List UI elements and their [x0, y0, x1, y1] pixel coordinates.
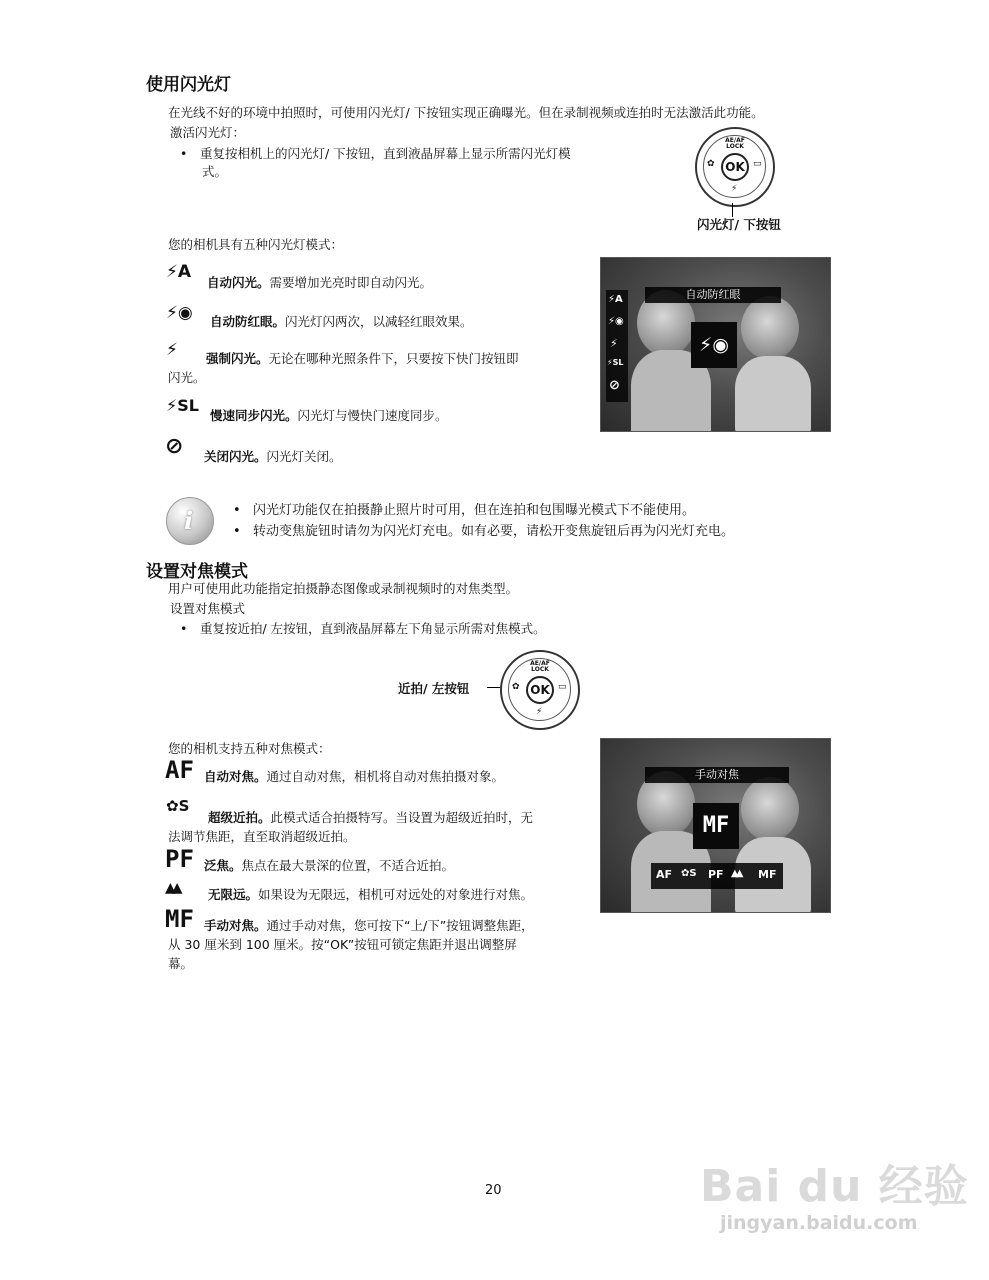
- child-right: [741, 296, 799, 360]
- flash-mode-redeye: [210, 313, 473, 330]
- mf-icon: MF: [165, 905, 194, 933]
- osd-icon-slowsync: ⚡SL: [607, 358, 624, 367]
- note-2: • 转动变焦旋钮时请勿为闪光灯充电。如有必要，请松开变焦旋钮后再为闪光灯充电。: [253, 523, 734, 540]
- info-icon: i: [166, 497, 214, 545]
- mode-name: 无限远。: [208, 887, 259, 902]
- ok-button-icon: OK: [526, 676, 554, 704]
- osd-icon-forced: ⚡: [610, 337, 618, 350]
- focus-step: • 重复按近拍/ 左按钮，直到液晶屏幕左下角显示所需对焦模式。: [200, 620, 546, 637]
- focus-mode-supermacro: [208, 809, 533, 826]
- focus-mode-pf: [204, 857, 454, 874]
- section-title-focus: 设置对焦模式: [146, 562, 248, 582]
- osd-infinity-icon: ▲▲: [731, 868, 741, 879]
- mode-name: 关闭闪光。: [204, 449, 267, 464]
- osd-mode-label: 自动防红眼: [645, 287, 781, 303]
- mode-desc: 需要增加光亮时即自动闪光。: [269, 275, 433, 290]
- display-icon: ▭: [558, 682, 567, 692]
- display-icon: ▭: [753, 159, 762, 169]
- mode-name: 自动闪光。: [207, 275, 270, 290]
- mode-name: 强制闪光。: [206, 351, 269, 366]
- osd-mf-icon: MF: [758, 868, 777, 881]
- focus-mode-mf: [204, 917, 534, 934]
- flash-mode-slowsync: [210, 407, 448, 424]
- flash-mode-forced-cont: 闪光。: [168, 370, 206, 385]
- mode-desc: 此模式适合拍摄特写。当设置为超级近拍时，无: [270, 810, 534, 825]
- mode-name: 自动防红眼。: [210, 314, 286, 329]
- section-title-flash: 使用闪光灯: [146, 75, 231, 95]
- lcd-preview-focus: [600, 738, 831, 913]
- activate-flash-label: 激活闪光灯：: [170, 125, 246, 140]
- osd-selected-redeye-icon: ⚡◉: [691, 322, 737, 368]
- child-right-body: [735, 356, 811, 432]
- ae-af-lock-label: AE/AF LOCK: [530, 660, 550, 673]
- mode-desc: 无论在哪种光照条件下，只要按下快门按钮即: [268, 351, 519, 366]
- focus-set-label: 设置对焦模式: [170, 601, 246, 616]
- mode-name: 泛焦。: [204, 858, 242, 873]
- lcd-preview-flash: [600, 257, 831, 432]
- macro-icon: ✿: [512, 682, 520, 692]
- focus-mode-mf-cont: 从 30 厘米到 100 厘米。按“OK”按钮可锁定焦距并退出调整屏: [168, 937, 517, 952]
- osd-icon-redeye: ⚡◉: [608, 316, 624, 327]
- dpad-dial-focus: [500, 650, 580, 730]
- flash-step: [200, 145, 640, 162]
- mode-name: 慢速同步闪光。: [210, 408, 298, 423]
- flash-modes-intro: 您的相机具有五种闪光灯模式：: [168, 237, 344, 252]
- mode-name: 超级近拍。: [208, 810, 271, 825]
- mode-name: 自动对焦。: [204, 769, 267, 784]
- flash-icon: ⚡: [731, 184, 738, 194]
- flash-slowsync-icon: ⚡SL: [166, 396, 199, 415]
- ae-af-lock-label: AE/AF LOCK: [725, 137, 745, 150]
- flash-step-text: 重复按相机上的闪光灯/ 下按钮，直到液晶屏幕上显示所需闪光灯模: [200, 146, 571, 161]
- watermark-url: jingyan.baidu.com: [720, 1212, 918, 1234]
- osd-icon-off: ⊘: [609, 378, 620, 393]
- note-1: • 闪光灯功能仅在拍摄静止照片时可用，但在连拍和包围曝光模式下不能使用。: [253, 502, 695, 519]
- child-right: [741, 777, 799, 841]
- flash-mode-auto: [207, 274, 432, 291]
- osd-icon-auto: ⚡A: [608, 294, 623, 305]
- flash-forced-icon: ⚡: [166, 340, 178, 360]
- flash-mode-forced: [206, 350, 519, 367]
- callout-line: [732, 203, 733, 217]
- osd-supermacro-icon: ✿S: [681, 868, 697, 879]
- osd-pf-icon: PF: [708, 868, 724, 881]
- page-number: 20: [485, 1183, 502, 1198]
- mode-desc: 闪光灯与慢快门速度同步。: [297, 408, 448, 423]
- flash-intro: 在光线不好的环境中拍照时，可使用闪光灯/ 下按钮实现正确曝光。但在录制视频或连拍时无法激活此功能。: [168, 105, 764, 120]
- macro-icon: ✿: [707, 159, 715, 169]
- flash-off-icon: ⊘: [165, 434, 184, 459]
- watermark-brand: Bai du 经验: [700, 1161, 969, 1212]
- focus-button-caption: 近拍/ 左按钮: [398, 681, 470, 696]
- focus-mode-supermacro-cont: 法调节焦距，直至取消超级近拍。: [168, 829, 356, 844]
- osd-selected-mf-icon: MF: [693, 803, 739, 849]
- focus-mode-infinity: [208, 886, 533, 903]
- flash-button-caption: 闪光灯/ 下按钮: [697, 217, 781, 232]
- mode-desc: 通过手动对焦，您可按下“上/下”按钮调整焦距，: [266, 918, 534, 933]
- osd-af-icon: AF: [656, 868, 673, 881]
- super-macro-icon: ✿S: [166, 797, 190, 815]
- focus-mode-af: [204, 768, 504, 785]
- infinity-icon: ▲▲: [165, 880, 179, 896]
- mode-name: 手动对焦。: [204, 918, 267, 933]
- focus-mode-mf-cont2: 幕。: [168, 956, 194, 971]
- mode-desc: 闪光灯关闭。: [266, 449, 342, 464]
- flash-auto-icon: ⚡A: [166, 262, 192, 282]
- ok-button-icon: OK: [721, 153, 749, 181]
- af-icon: AF: [165, 756, 194, 784]
- dpad-dial-flash: [695, 127, 775, 207]
- flash-redeye-icon: ⚡◉: [166, 303, 193, 323]
- mode-desc: 通过自动对焦，相机将自动对焦拍摄对象。: [266, 769, 505, 784]
- mode-desc: 焦点在最大景深的位置，不适合近拍。: [241, 858, 455, 873]
- focus-intro: 用户可使用此功能指定拍摄静态图像或录制视频时的对焦类型。: [168, 581, 519, 596]
- pf-icon: PF: [165, 845, 194, 873]
- focus-modes-intro: 您的相机支持五种对焦模式：: [168, 741, 331, 756]
- flash-step-cont: 式。: [202, 164, 228, 179]
- osd-mode-label: 手动对焦: [645, 767, 789, 783]
- mode-desc: 闪光灯闪两次，以减轻红眼效果。: [285, 314, 473, 329]
- flash-mode-off: [204, 448, 342, 465]
- flash-icon: ⚡: [536, 707, 543, 717]
- mode-desc: 如果设为无限远，相机可对远处的对象进行对焦。: [258, 887, 534, 902]
